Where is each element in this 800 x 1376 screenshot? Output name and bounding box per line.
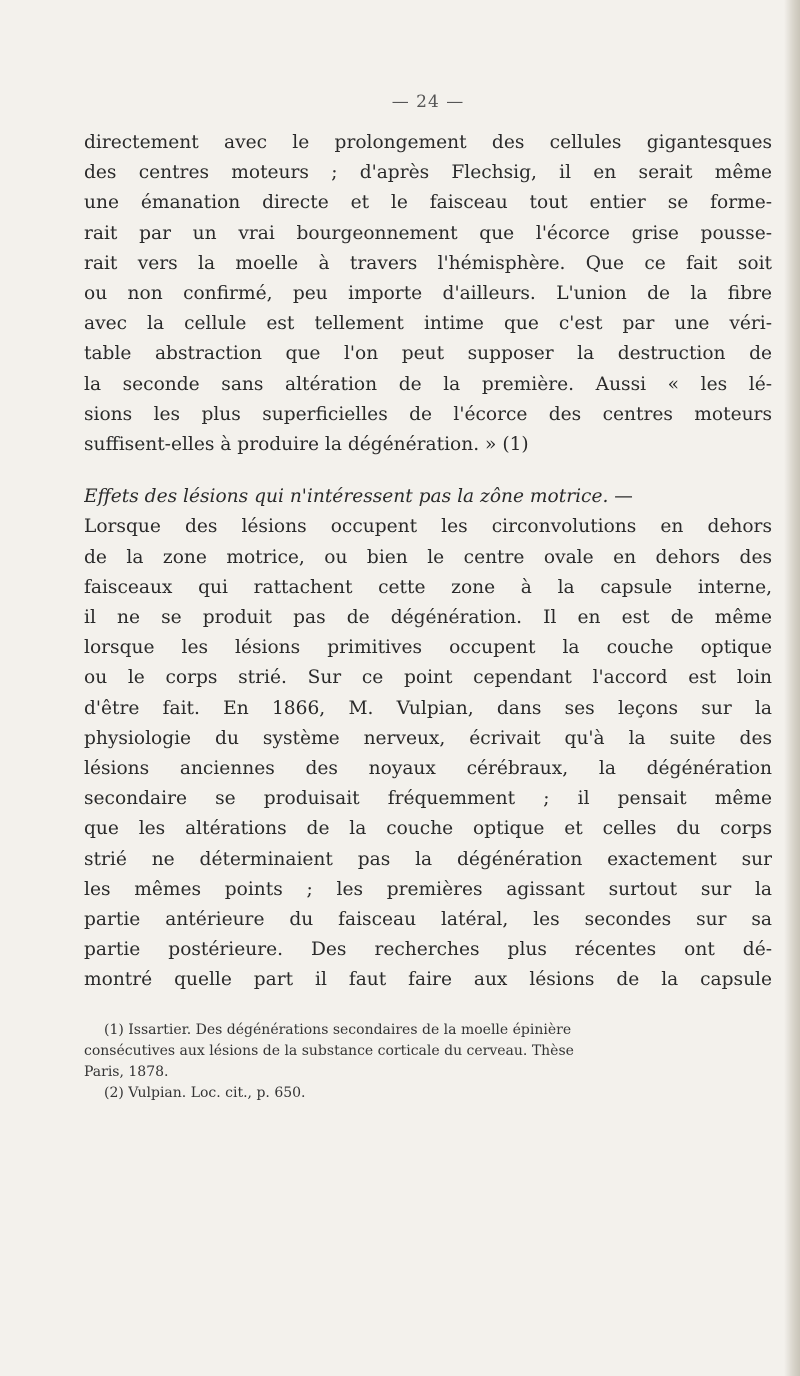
text-line: Lorsque des lésions occupent les circonvolutions en dehors — [84, 516, 772, 538]
section-heading: Effets des lésions qui n'intéressent pas la zône motrice. — [84, 486, 609, 508]
text-line: la seconde sans altération de la première. Aussi « les lé- — [84, 373, 772, 395]
text-line: partie antérieure du faisceau latéral, les secondes sur sa — [84, 909, 772, 931]
footnote-line: Paris, 1878. — [84, 1063, 169, 1080]
text-line: ou le corps strié. Sur ce point cependant l'accord est loin — [84, 667, 772, 689]
text-line: rait par un vrai bourgeonnement que l'écorce grise pousse- — [84, 222, 772, 244]
text-line: que les altérations de la couche optique et celles du corps — [84, 818, 772, 840]
text-line: ou non confirmé, peu importe d'ailleurs. L'union de la fibre — [84, 283, 772, 305]
footnote-line: consécutives aux lésions de la substance corticale du cerveau. Thèse — [84, 1042, 574, 1059]
footnote-1 — [84, 1020, 772, 1083]
text-line: table abstraction que l'on peut supposer la destruction de — [84, 343, 772, 365]
text-line: sions les plus superficielles de l'écorce des centres moteurs — [84, 403, 772, 425]
text-line: directement avec le prolongement des cellules gigantesques — [84, 132, 772, 153]
text-line: une émanation directe et le faisceau tout entier se forme- — [84, 192, 772, 214]
text-line: d'être fait. En 1866, M. Vulpian, dans ses leçons sur la — [84, 697, 772, 719]
footnote-line: (1) Issartier. Des dégénérations secondaires de la moelle épinière — [104, 1021, 572, 1038]
text-line: avec la cellule est tellement intime que c'est par une véri- — [84, 313, 772, 335]
page-edge-shadow — [784, 0, 800, 1376]
page-number: — 24 — — [391, 92, 465, 112]
section-heading-line — [84, 482, 772, 512]
footnote-line: (2) Vulpian. Loc. cit., p. 650. — [104, 1084, 306, 1101]
paragraph-1 — [84, 128, 772, 460]
text-line: secondaire se produisait fréquemment ; il pensait même — [84, 788, 772, 810]
text-line: rait vers la moelle à travers l'hémisphère. Que ce fait soit — [84, 252, 772, 274]
text-line: de la zone motrice, ou bien le centre ovale en dehors des — [84, 546, 772, 568]
paragraph-2 — [84, 482, 772, 995]
text-line: montré quelle part il faut faire aux lésions de la capsule — [84, 969, 772, 991]
text-line: il ne se produit pas de dégénération. Il en est de même — [84, 607, 772, 629]
text-line: lésions anciennes des noyaux cérébraux, la dégénération — [84, 758, 772, 780]
footnotes — [84, 1020, 772, 1104]
text-line: strié ne déterminaient pas la dégénération exactement sur — [84, 848, 772, 870]
text-line: physiologie du système nerveux, écrivait qu'à la suite des — [84, 727, 772, 749]
text-line: partie postérieure. Des recherches plus récentes ont dé- — [84, 939, 772, 961]
heading-dash: — — [608, 486, 633, 508]
text-line: des centres moteurs ; d'après Flechsig, il en serait même — [84, 162, 772, 184]
text-line: faisceaux qui rattachent cette zone à la capsule interne, — [84, 576, 772, 598]
text-line: suffisent-elles à produire la dégénération. » (1) — [84, 434, 529, 456]
text-line: lorsque les lésions primitives occupent la couche optique — [84, 637, 772, 659]
footnote-2 — [84, 1083, 772, 1104]
text-line: les mêmes points ; les premières agissant surtout sur la — [84, 878, 772, 900]
book-page — [84, 92, 772, 1104]
